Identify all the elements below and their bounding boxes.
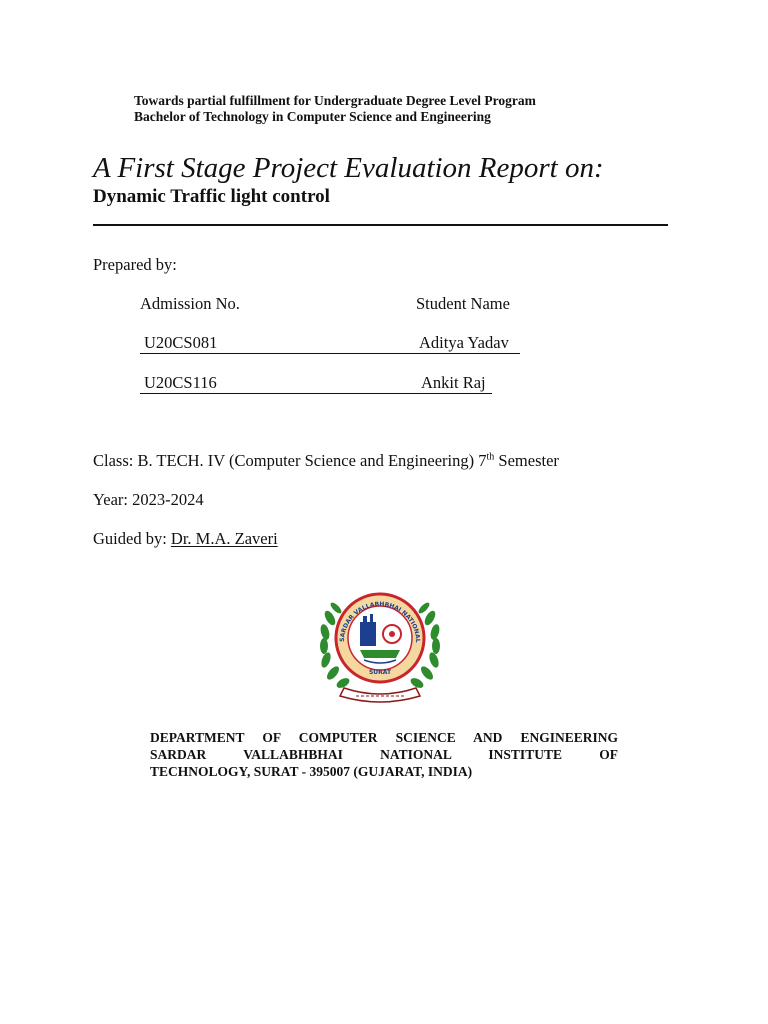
guided-by <box>93 529 278 549</box>
class-info <box>93 451 559 471</box>
student-name-header: Student Name <box>416 294 510 313</box>
emblem-bottom-text: SURAT <box>368 669 392 676</box>
department-line-2: SARDAR VALLABHBHAI NATIONAL INSTITUTE OF <box>150 747 618 762</box>
department-line-1: DEPARTMENT OF COMPUTER SCIENCE AND ENGINEERING <box>150 730 618 745</box>
student-1-underline <box>140 353 520 354</box>
class-info-prefix: Class: B. TECH. IV (Computer Science and Engineering) 7 <box>93 451 487 470</box>
admission-header: Admission No. <box>140 294 240 313</box>
student-2-admission: U20CS116 <box>144 373 217 392</box>
student-2-underline <box>140 393 492 394</box>
emblem-ring-text: SARDAR VALLABHBHAI NATIONAL <box>338 600 422 643</box>
class-info-superscript: th <box>486 451 495 463</box>
preface-line-1: Towards partial fulfillment for Undergraduate Degree Level Program <box>134 93 536 108</box>
institute-emblem-icon <box>316 588 444 704</box>
student-1-admission: U20CS081 <box>144 333 218 352</box>
report-title: A First Stage Project Evaluation Report on: <box>93 152 604 184</box>
project-subtitle: Dynamic Traffic light control <box>93 186 330 207</box>
student-1-name: Aditya Yadav <box>419 333 509 352</box>
department-line-3: TECHNOLOGY, SURAT - 395007 (GUJARAT, INDIA) <box>150 764 473 779</box>
student-2-name: Ankit Raj <box>421 373 486 392</box>
academic-year: Year: 2023-2024 <box>93 490 204 509</box>
guided-by-label: Guided by: <box>93 529 171 548</box>
prepared-by-label: Prepared by: <box>93 255 177 274</box>
title-divider <box>93 224 668 226</box>
guide-name: Dr. M.A. Zaveri <box>170 529 278 548</box>
preface-line-2: Bachelor of Technology in Computer Science and Engineering <box>134 109 491 124</box>
class-info-suffix: Semester <box>494 451 559 470</box>
